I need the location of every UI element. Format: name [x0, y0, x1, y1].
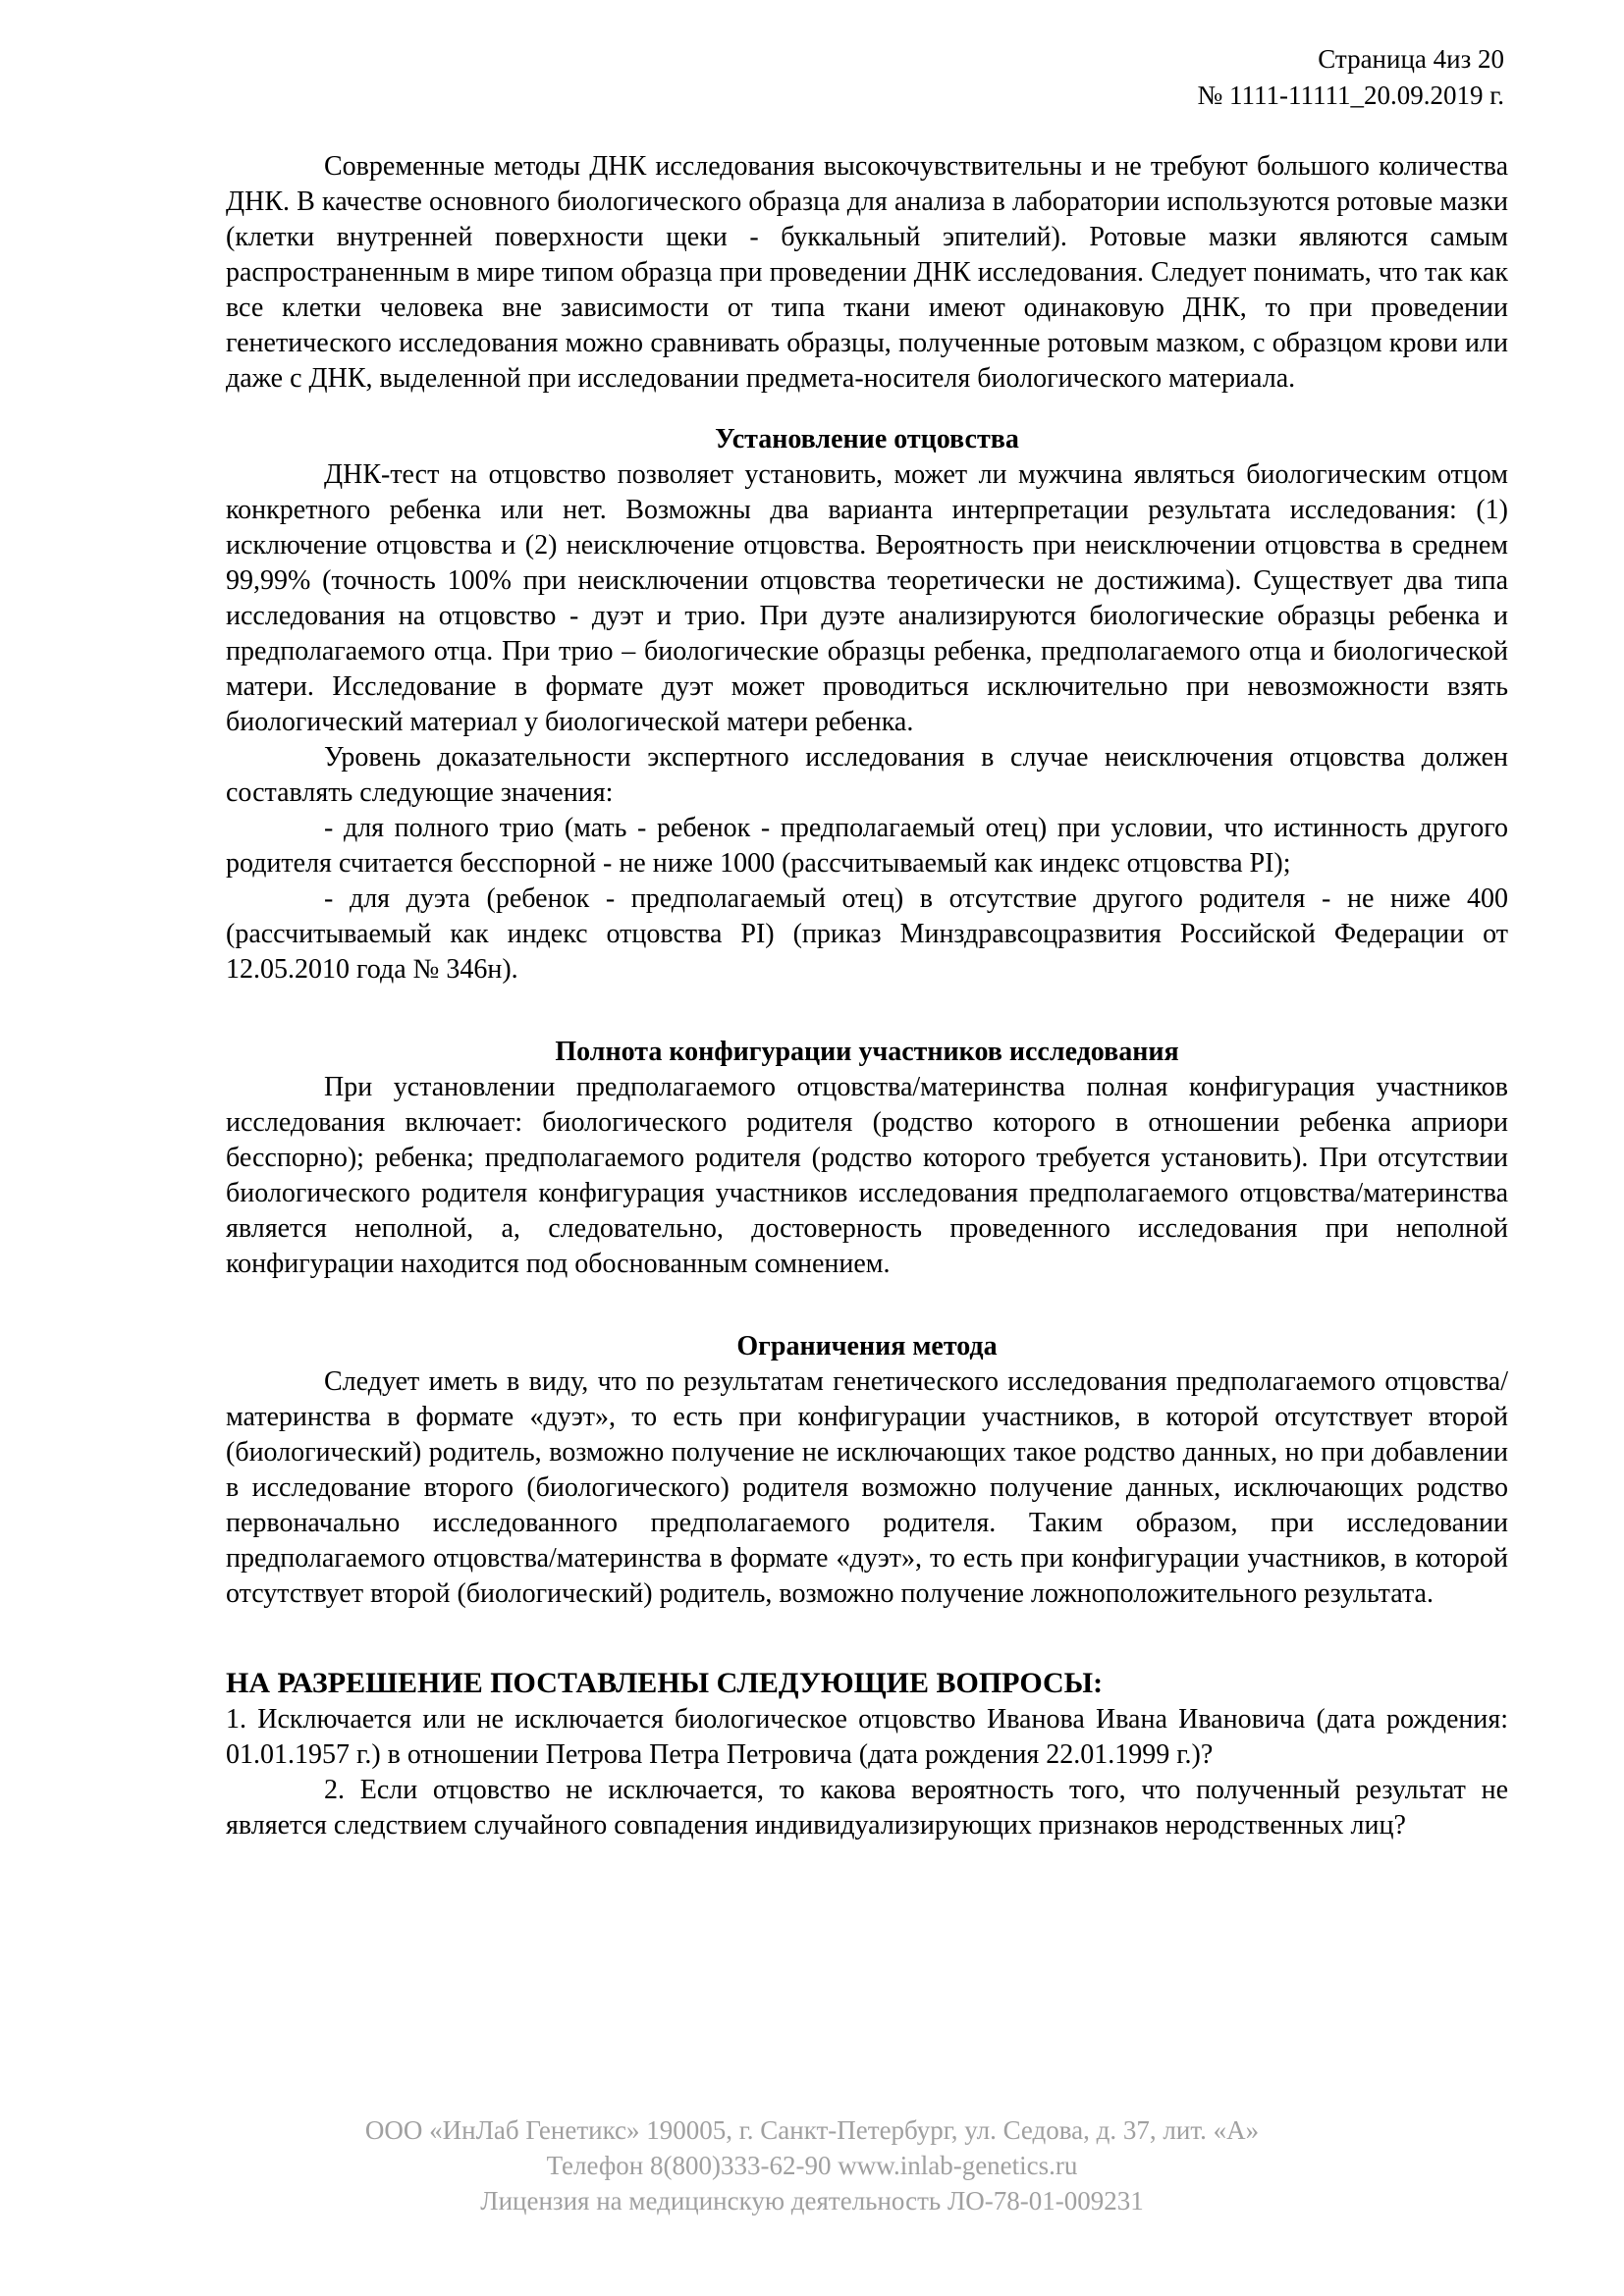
footer-company-address: ООО «ИнЛаб Генетикс» 190005, г. Санкт-Петербург, ул. Седова, д. 37, лит. «А» [364, 2115, 1260, 2145]
footer-license: Лицензия на медицинскую деятельность ЛО-78-01-009231 [480, 2186, 1144, 2216]
limitations-paragraph: Следует иметь в виду, что по результатам генетического исследования предполагаемого отцовства/материнства в формате «дуэт», то есть при конфигурации участников, в которой отсутствует второй (биологический) родитель, возможно получение не исключающих такое родство данных, но при добавлении в исследование второго (биологического) родителя возможно получение данных, исключающих родство первоначально исследованного предполагаемого родителя. Таким образом, при исследовании предполагаемого отцовства/материнства в формате «дуэт», то есть при конфигурации участников, в которой отсутствует второй (биологический) родитель, возможно получение ложноположительного результата. [226, 1366, 1508, 1609]
configuration-paragraph: При установлении предполагаемого отцовства/материнства полная конфигурация участников исследования включает: биологического родителя (родство которого в отношении ребенка априори бесспорно); ребенка; предполагаемого родителя (родство которого требуется установить). При отсутствии биологического родителя конфигурация участников исследования предполагаемого отцовства/материнства является неполной, а, следовательно, достоверность проведенного исследования при неполной конфигурации находится под обоснованным сомнением. [226, 1072, 1508, 1279]
document-body [226, 149, 1508, 1843]
intro-paragraph: Современные методы ДНК исследования высокочувствительны и не требуют большого количества ДНК. В качестве основного биологического образца для анализа в лаборатории используются ротовые мазки (клетки внутренней поверхности щеки - буккальный эпителий). Ротовые мазки являются самым распространенным в мире типом образца при проведении ДНК исследования. Следует понимать, что так как все клетки человека вне зависимости от типа ткани имеют одинаковую ДНК, то при проведении генетического исследования можно сравнивать образцы, полученные ротовым мазком, с образцом крови или даже с ДНК, выделенной при исследовании предмета-носителя биологического материала. [226, 151, 1508, 394]
section-heading-paternity: Установление отцовства [715, 424, 1019, 454]
duet-threshold-item: - для дуэта (ребенок - предполагаемый отец) в отсутствие другого родителя - не ниже 400 (рассчитываемый как индекс отцовства PI) (приказ Минздравсоцразвития Российской Федерации от 12.05.2010 года № 346н). [226, 883, 1508, 985]
section-heading-configuration: Полнота конфигурации участников исследования [555, 1037, 1179, 1067]
trio-threshold-item: - для полного трио (мать - ребенок - предполагаемый отец) при условии, что истинность другого родителя считается бесспорной - не ниже 1000 (рассчитываемый как индекс отцовства PI); [226, 813, 1508, 879]
footer-phone-website: Телефон 8(800)333-62-90 www.inlab-genetics.ru [546, 2151, 1078, 2180]
page-header [1197, 41, 1504, 114]
page-footer [0, 2112, 1624, 2218]
document-number: № 1111-11111_20.09.2019 г. [1197, 80, 1504, 110]
page-number: Страница 4из 20 [1318, 44, 1504, 74]
section-heading-limitations: Ограничения метода [736, 1331, 998, 1362]
question-2: 2. Если отцовство не исключается, то какова вероятность того, что полученный результат не является следствием случайного совпадения индивидуализирующих признаков неродственных лиц? [226, 1775, 1508, 1841]
paternity-paragraph: ДНК-тест на отцовство позволяет установить, может ли мужчина являться биологическим отцом конкретного ребенка или нет. Возможны два варианта интерпретации результата исследования: (1) исключение отцовства и (2) неисключение отцовства. Вероятность при неисключении отцовства в среднем 99,99% (точность 100% при неисключении отцовства теоретически не достижима). Существует два типа исследования на отцовство - дуэт и трио. При дуэте анализируются биологические образцы ребенка и предполагаемого отца. При трио – биологические образцы ребенка, предполагаемого отца и биологической матери. Исследование в формате дуэт может проводиться исключительно при невозможности взять биологический материал у биологической матери ребенка. [226, 459, 1508, 737]
questions-heading: НА РАЗРЕШЕНИЕ ПОСТАВЛЕНЫ СЛЕДУЮЩИЕ ВОПРОСЫ: [226, 1667, 1104, 1699]
question-1: 1. Исключается или не исключается биологическое отцовство Иванова Ивана Ивановича (дата рождения: 01.01.1957 г.) в отношении Петрова Петра Петровича (дата рождения 22.01.1999 г.)? [226, 1704, 1508, 1770]
proof-level-paragraph: Уровень доказательности экспертного исследования в случае неисключения отцовства должен составлять следующие значения: [226, 742, 1508, 808]
